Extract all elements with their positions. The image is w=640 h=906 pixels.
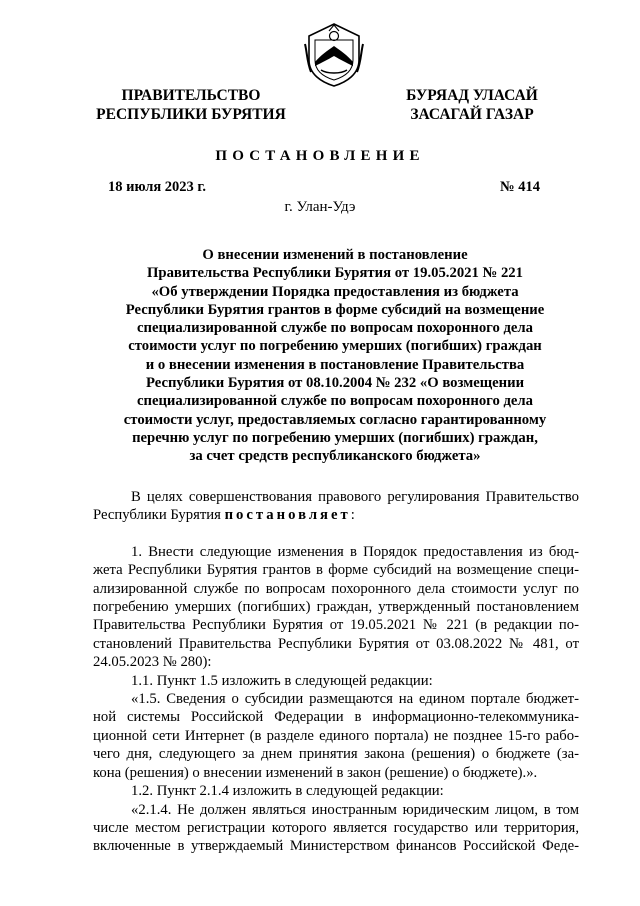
- body-line: чего дня, следующего за днем принятия закона (решения) о бюджете (за-: [93, 746, 579, 763]
- header-right: [392, 86, 552, 124]
- title-line: и о внесении изменения в постановление Правительства: [145, 356, 525, 373]
- body-line: кона (решения) о внесении изменений в закон (решение) о бюджете).».: [93, 764, 538, 781]
- document-body: [93, 488, 579, 856]
- enacting-keyword: постановляет: [224, 507, 351, 524]
- body-line: ционной сети Интернет (в разделе единого портала) не позднее 15-го рабо-: [93, 727, 579, 744]
- preamble-line: В целях совершенствования правового регулирования Правительство: [131, 489, 579, 505]
- preamble-prefix: Республики Бурятия: [93, 507, 221, 524]
- body-line: 24.05.2023 № 280):: [93, 654, 212, 671]
- coat-of-arms-emblem: [301, 22, 367, 88]
- body-line: ализированной службе по вопросам похоронного дела стоимости услуг по: [93, 580, 579, 597]
- body-line: «2.1.4. Не должен являться иностранным юридическим лицом, в том: [131, 801, 579, 818]
- title-line: «Об утверждении Порядка предоставления из бюджета: [151, 283, 519, 300]
- body-line: Правительства Республики Бурятия от 19.05.2021 № 221 (в редакции по-: [93, 617, 579, 634]
- body-line: включенные в утверждаемый Министерством финансов Российской Феде-: [93, 838, 579, 855]
- body-line: числе местом регистрации которого является государство или территория,: [93, 819, 579, 836]
- document-type: ПОСТАНОВЛЕНИЕ: [215, 148, 425, 164]
- title-line: стоимости услуг, предоставляемых согласно гарантированному: [123, 411, 547, 428]
- header-right-line2: ЗАСАГАЙ ГАЗАР: [410, 106, 534, 123]
- document-title: [90, 246, 580, 466]
- title-line: за счет средств республиканского бюджета»: [189, 448, 481, 465]
- header-left-line1: ПРАВИТЕЛЬСТВО: [121, 87, 261, 104]
- document-date: 18 июля 2023 г.: [108, 179, 207, 195]
- title-line: Правительства Республики Бурятия от 19.05.2021 № 221: [146, 265, 523, 282]
- body-line: 1. Внести следующие изменения в Порядок предоставления из бюд-: [131, 543, 579, 560]
- body-line: становлений Правительства Республики Бурятия от 03.08.2022 № 481, от: [93, 635, 579, 652]
- header-right-line1: БУРЯАД УЛАСАЙ: [406, 87, 538, 104]
- body-line: погребению умерших (погибших) граждан, утвержденный постановлением: [93, 599, 579, 616]
- header-left-line2: РЕСПУБЛИКИ БУРЯТИЯ: [96, 106, 286, 123]
- document-number: № 414: [500, 179, 540, 195]
- body-line: 1.1. Пункт 1.5 изложить в следующей редакции:: [131, 672, 433, 689]
- body-line: «1.5. Сведения о субсидии размещаются на едином портале бюджет-: [131, 691, 579, 708]
- title-line: специализированной службе по вопросам похоронного дела: [136, 320, 534, 337]
- body-line: ной системы Российской Федерации в информационно-телекоммуника-: [93, 709, 579, 726]
- city: г. Улан-Удэ: [284, 199, 356, 215]
- title-line: перечню услуг по погребению умерших (погибших) граждан,: [132, 429, 538, 446]
- body-line: жета Республики Бурятия грантов в форме субсидий на возмещение специ-: [93, 562, 579, 579]
- preamble-line: [93, 506, 579, 524]
- title-line: стоимости услуг по погребению умерших (погибших) граждан: [128, 338, 542, 355]
- header-left: [86, 86, 296, 124]
- title-line: Республики Бурятия от 08.10.2004 № 232 «О возмещении: [145, 375, 525, 392]
- title-line: О внесении изменений в постановление: [202, 247, 468, 263]
- title-line: Республики Бурятия грантов в форме субсидий на возмещение: [125, 301, 545, 318]
- preamble-suffix: :: [350, 507, 355, 524]
- body-line: 1.2. Пункт 2.1.4 изложить в следующей редакции:: [131, 783, 444, 800]
- title-line: специализированной службе по вопросам похоронного дела: [136, 393, 534, 410]
